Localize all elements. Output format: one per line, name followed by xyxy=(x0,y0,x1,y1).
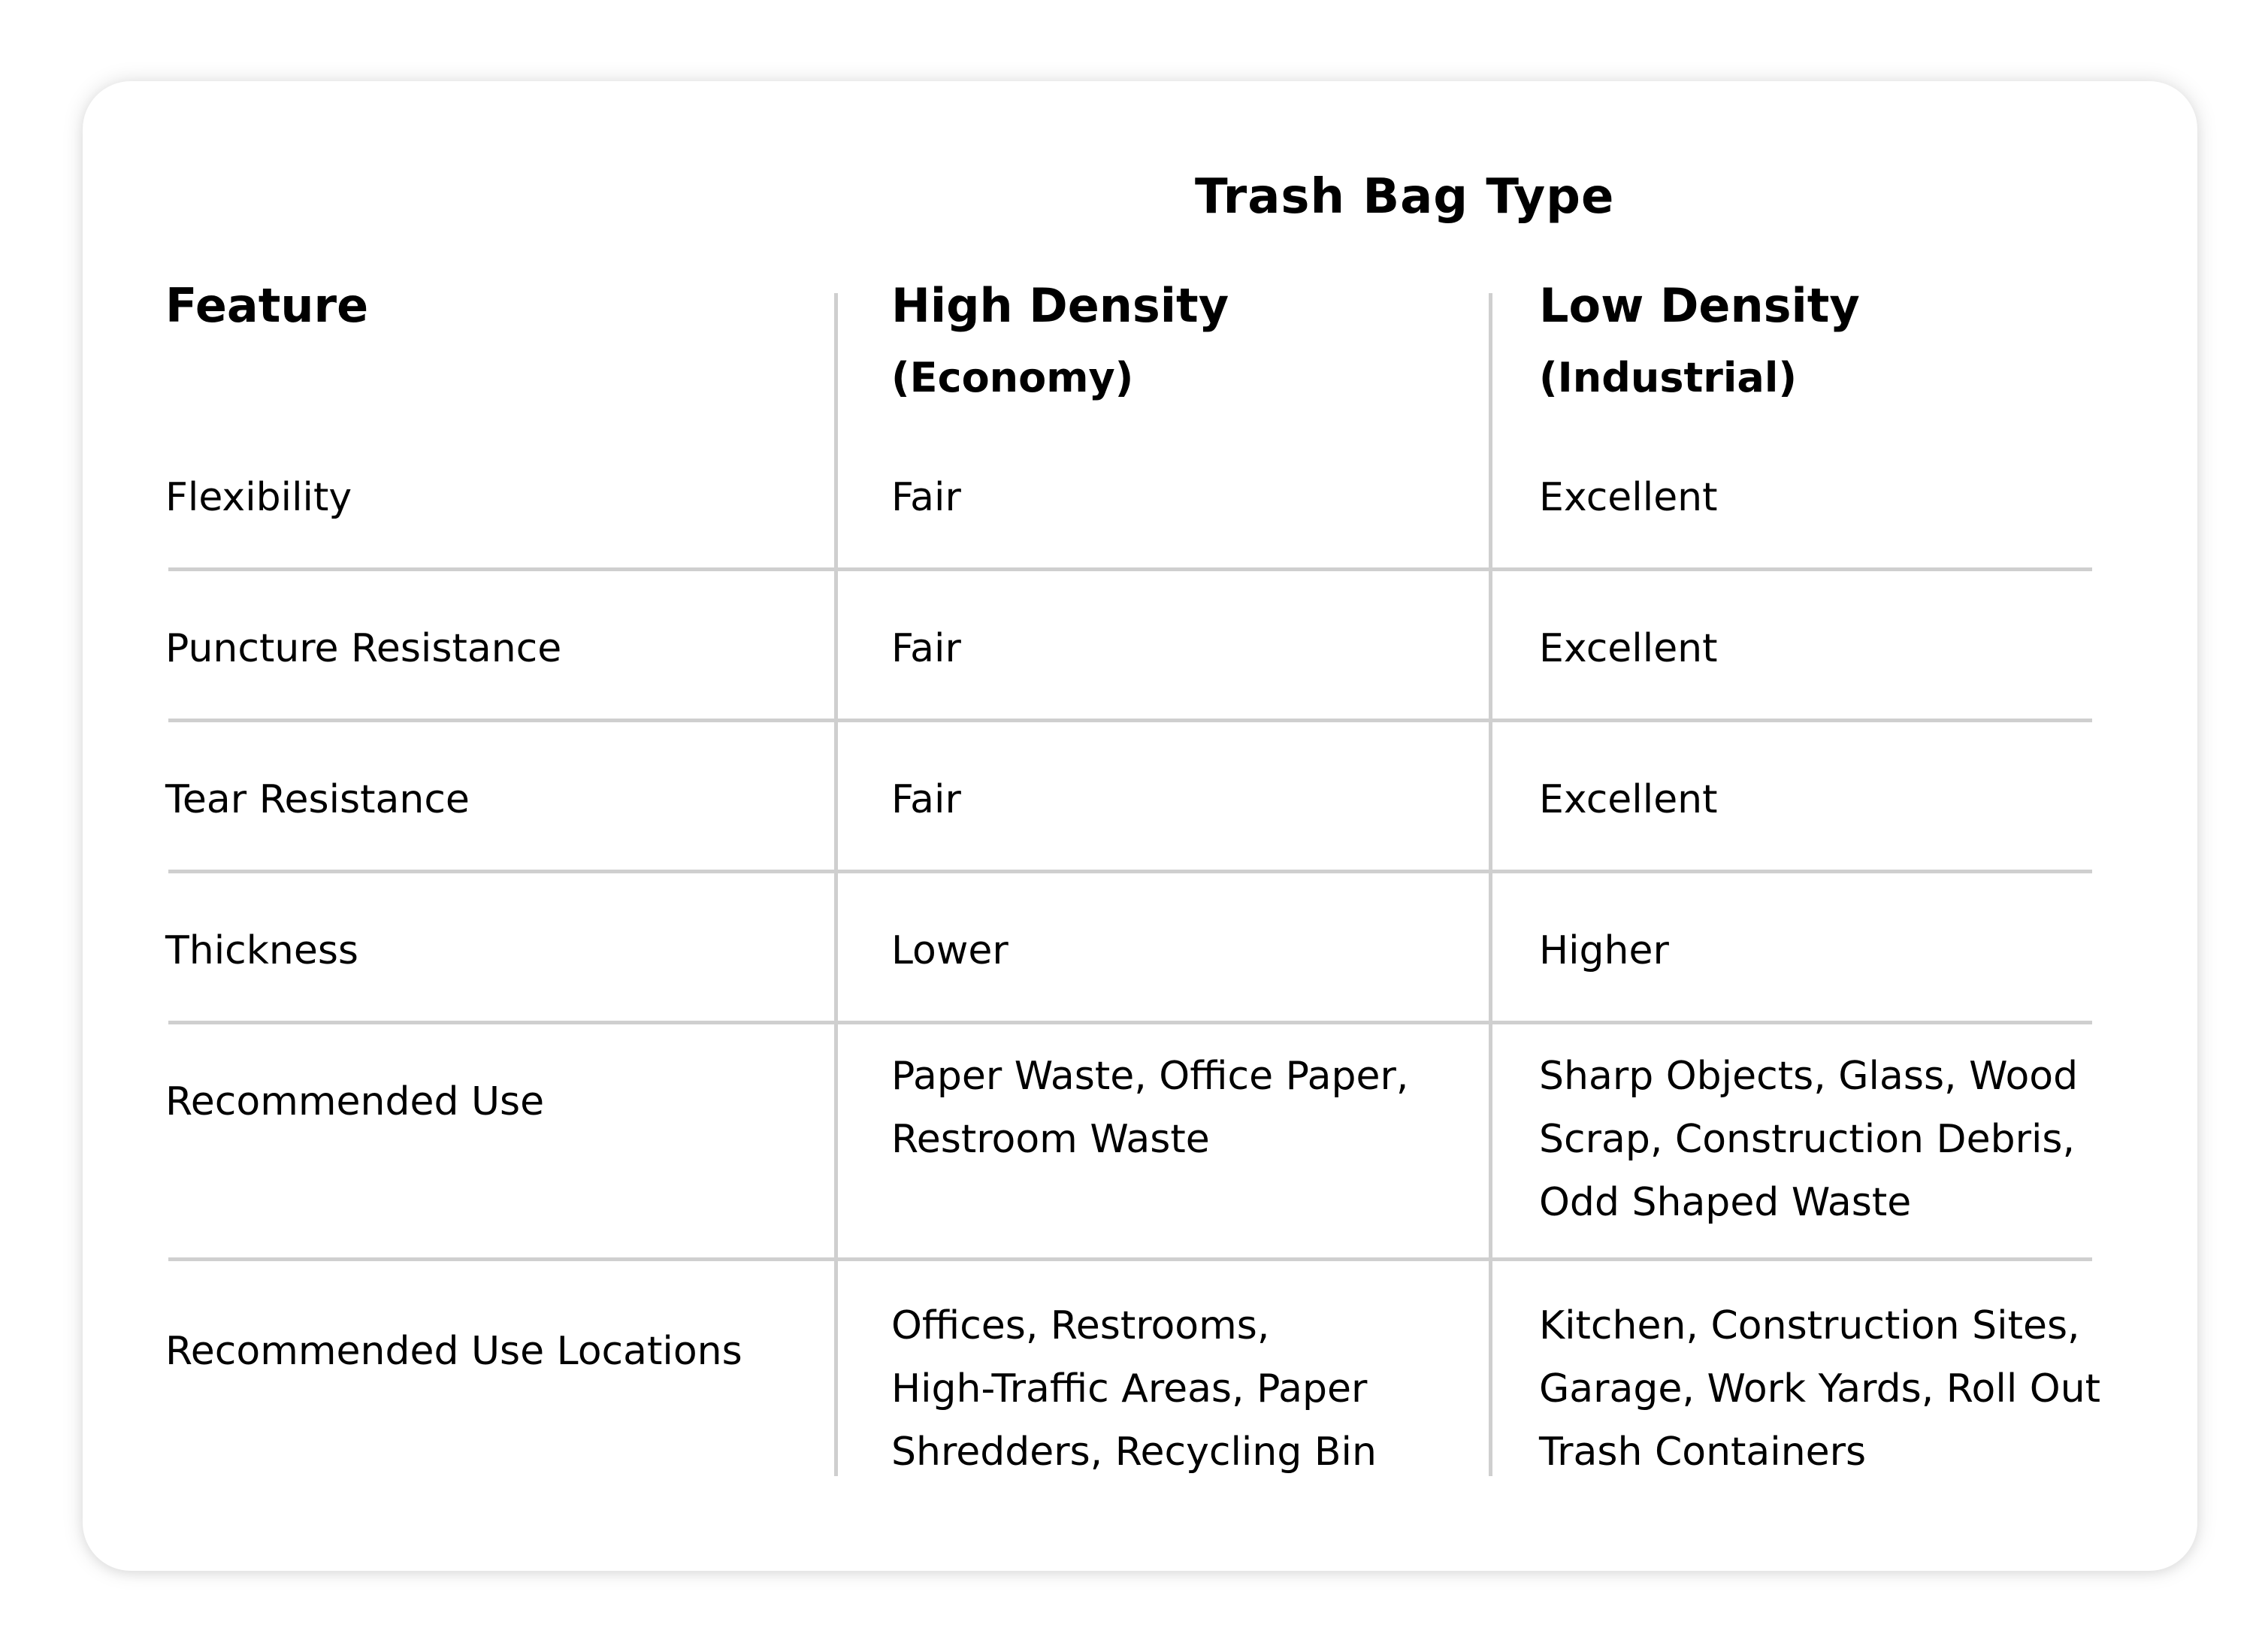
row-low-value-line: Scrap, Construction Debris, xyxy=(1539,1117,2076,1162)
row-high-value: Fair xyxy=(891,626,961,671)
row-divider xyxy=(168,1257,2092,1261)
header-low-density-subtitle: (Industrial) xyxy=(1539,354,1798,401)
row-high-value-line: Paper Waste, Office Paper, xyxy=(891,1054,1409,1099)
header-high-density-subtitle: (Economy) xyxy=(891,354,1134,401)
row-low-value-line: Sharp Objects, Glass, Wood xyxy=(1539,1054,2079,1099)
row-feature-thickness: Thickness xyxy=(165,928,359,973)
table-group-title: Trash Bag Type xyxy=(1195,169,1615,225)
row-low-value-line: Odd Shaped Waste xyxy=(1539,1180,1912,1225)
column-divider-1 xyxy=(834,293,838,1476)
header-low-density-title: Low Density xyxy=(1539,278,1860,333)
row-divider xyxy=(168,567,2092,571)
column-divider-2 xyxy=(1489,293,1492,1476)
row-low-value-line: Kitchen, Construction Sites, xyxy=(1539,1303,2080,1348)
header-high-density-title: High Density xyxy=(891,278,1229,333)
row-low-value-line: Garage, Work Yards, Roll Out xyxy=(1539,1366,2101,1412)
row-high-value-line: Offices, Restrooms, xyxy=(891,1303,1270,1348)
row-low-value: Excellent xyxy=(1539,777,1718,822)
row-high-value-line: Shredders, Recycling Bin xyxy=(891,1430,1377,1475)
header-feature xyxy=(165,272,368,340)
row-high-value: Fair xyxy=(891,475,961,520)
header-feature-label: Feature xyxy=(165,278,369,333)
row-high-value: Fair xyxy=(891,777,961,822)
header-high-density xyxy=(891,272,1229,404)
row-low-value: Excellent xyxy=(1539,475,1718,520)
row-high-value-line: Restroom Waste xyxy=(891,1117,1210,1162)
row-divider xyxy=(168,1021,2092,1024)
row-divider xyxy=(168,719,2092,722)
row-divider xyxy=(168,870,2092,873)
row-low-value: Higher xyxy=(1539,928,1669,973)
row-high-value-line: High-Traffic Areas, Paper xyxy=(891,1366,1368,1412)
row-feature-recommended-use-locations: Recommended Use Locations xyxy=(165,1329,742,1374)
header-low-density xyxy=(1539,272,1860,404)
row-feature-recommended-use: Recommended Use xyxy=(165,1079,545,1124)
row-low-value: Excellent xyxy=(1539,626,1718,671)
row-low-value-line: Trash Containers xyxy=(1539,1430,1867,1475)
row-feature-flexibility: Flexibility xyxy=(165,475,352,520)
row-feature-puncture-resistance: Puncture Resistance xyxy=(165,626,562,671)
row-high-value: Lower xyxy=(891,928,1009,973)
row-feature-tear-resistance: Tear Resistance xyxy=(165,777,470,822)
